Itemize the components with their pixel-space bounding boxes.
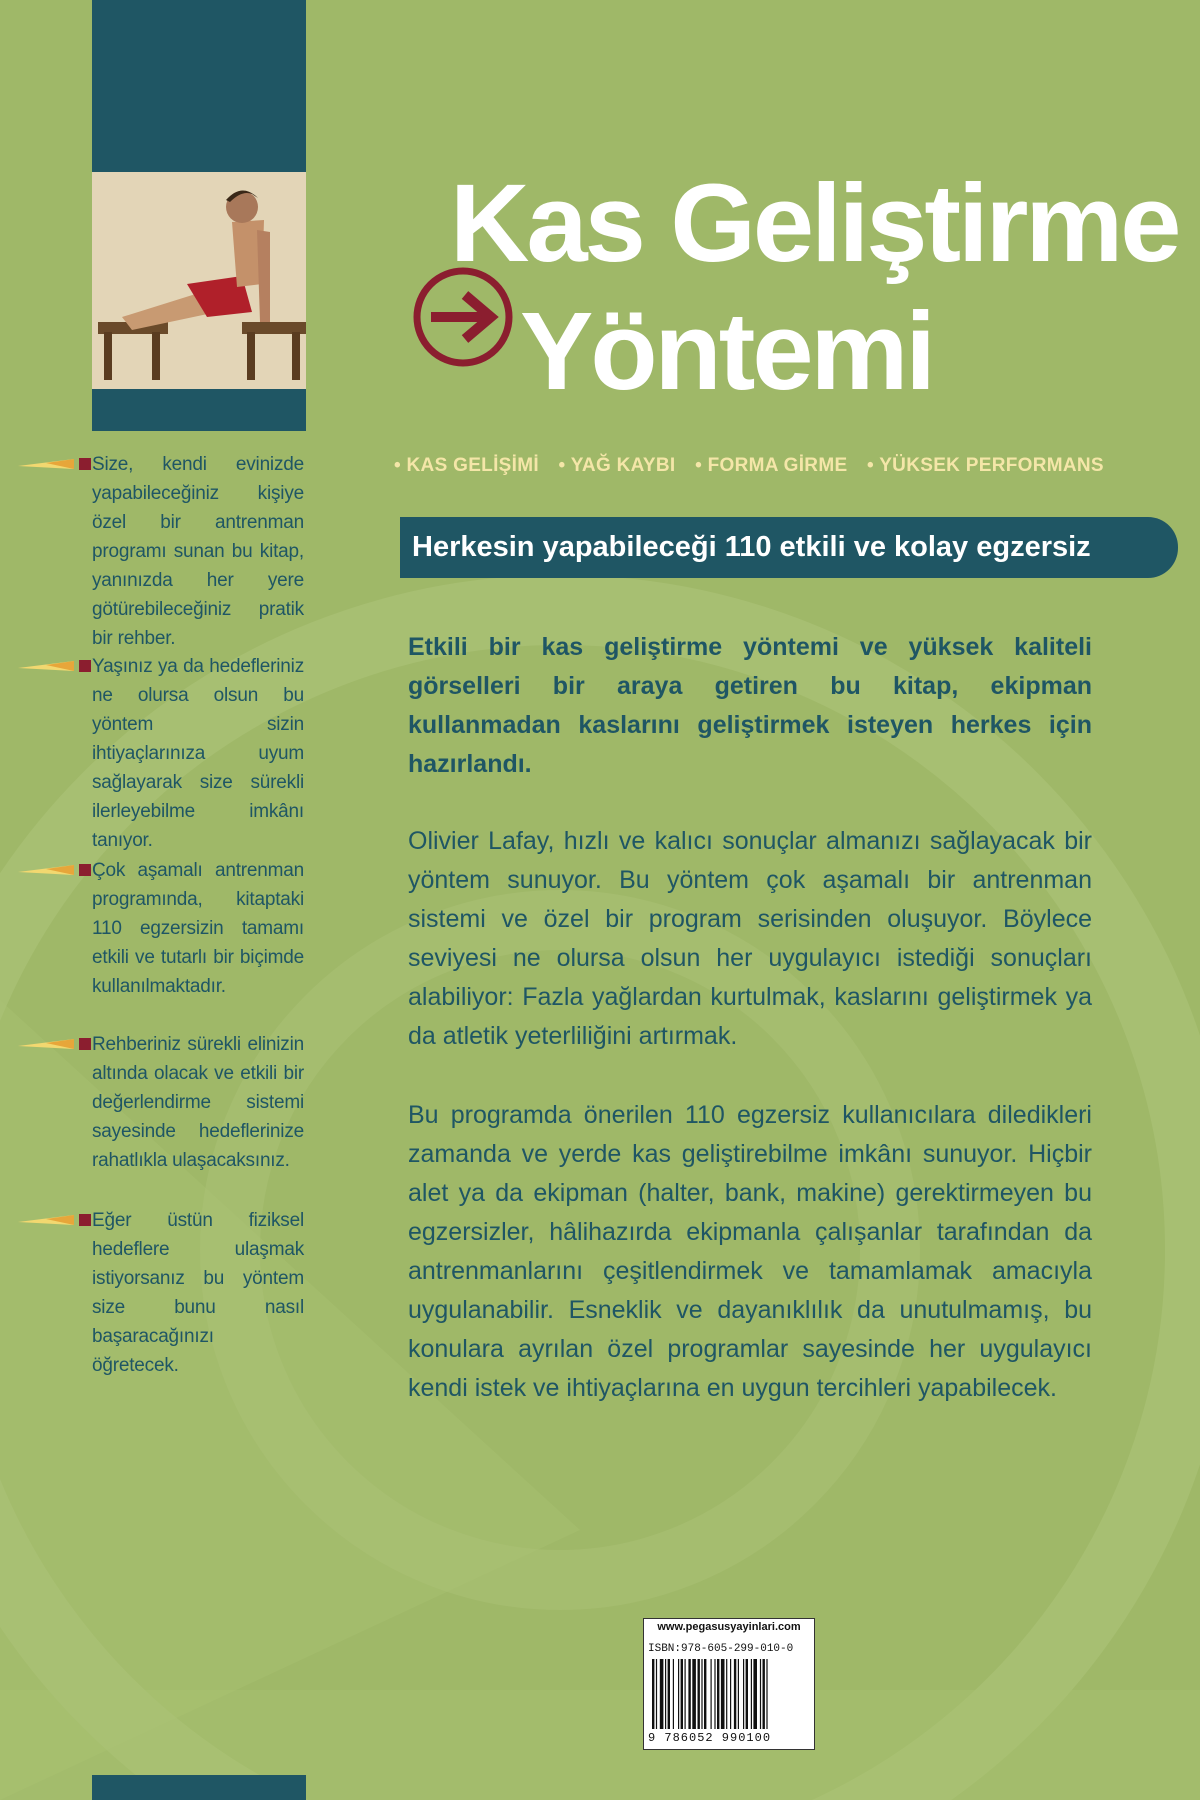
sidebar-bullet: Size, kendi evinizde yapabileceğiniz kişiye özel bir antrenman programı sunan bu kitap, yanınızda her yere götürebileceğiniz pratik bir rehber.	[92, 450, 304, 653]
sidebar-bullet: Çok aşamalı antrenman programında, kitaptaki 110 egzersizin tamamı etkili ve tutarlı bir biçimde kullanılmaktadır.	[92, 856, 304, 1001]
man-doing-bench-dips-photo	[92, 172, 306, 389]
title-line-2: Yöntemi	[520, 290, 933, 413]
bullet-marker-icon	[18, 1213, 92, 1227]
sidebar-bullet: Rehberiniz sürekli elinizin altında olacak ve etkili bir değerlendirme sistemi sayesinde hedeflerinize rahatlıkla ulaşacaksınız.	[92, 1030, 304, 1175]
isbn-text: ISBN:978-605-299-010-0	[648, 1643, 794, 1655]
publisher-url: www.pegasusyayinlari.com	[657, 1621, 801, 1633]
tag-high-performance: • YÜKSEK PERFORMANS	[867, 455, 1104, 476]
bullet-marker-icon	[18, 659, 92, 673]
isbn-barcode	[643, 1618, 815, 1750]
subtitle-banner: Herkesin yapabileceği 110 etkili ve kolay egzersiz	[400, 517, 1178, 578]
tag-getting-in-shape: • FORMA GİRME	[695, 455, 848, 476]
bullet-marker-icon	[18, 1037, 92, 1051]
barcode-number: 9 786052 990100	[648, 1731, 772, 1745]
topic-tags	[394, 455, 1154, 477]
tag-fat-loss: • YAĞ KAYBI	[558, 455, 676, 476]
sidebar-bullet: Eğer üstün fiziksel hedeflere ulaşmak istiyorsanız bu yöntem size bunu nasıl başaracağınızı öğretecek.	[92, 1206, 304, 1380]
title-line-1: Kas Geliştirme	[450, 162, 1179, 285]
intro-paragraph: Etkili bir kas geliştirme yöntemi ve yüksek kaliteli görselleri bir araya getiren bu kitap, ekipman kullanmadan kaslarını geliştirmek isteyen herkes için hazırlandı.	[408, 633, 1092, 778]
body-paragraph-2: Bu programda önerilen 110 egzersiz kullanıcılara diledikleri zamanda ve yerde kas geliştirebilme imkânı sunuyor. Hiçbir alet ya da ekipman (halter, bank, makine) gerektirmeyen bu egzersizler, hâlihazırda ekipmanla çalışanlar tarafından da antrenmanlarını çeşitlendirmek ve tamamlamak amacıyla uygulanabilir. Esneklik ve dayanıklılık da unutulmamış, bu konulara ayrılan özel programlar sayesinde her uygulayıcı kendi istek ve ihtiyaçlarına en uygun tercihleri yapabilecek.	[408, 1101, 1092, 1402]
barcode-bars	[652, 1659, 808, 1729]
bullet-marker-icon	[18, 863, 92, 877]
book-title	[450, 160, 1178, 416]
bullet-marker-icon	[18, 457, 92, 471]
sidebar-bullet: Yaşınız ya da hedefleriniz ne olursa olsun bu yöntem sizin ihtiyaçlarınıza uyum sağlayarak size sürekli ilerleyebilme imkânı tanıyor.	[92, 652, 304, 855]
sidebar-top-band	[92, 0, 306, 172]
sidebar-middle-band	[92, 389, 306, 431]
sidebar-bottom-band	[92, 1775, 306, 1800]
body-paragraph-1: Olivier Lafay, hızlı ve kalıcı sonuçlar almanızı sağlayacak bir yöntem sunuyor. Bu yöntem çok aşamalı bir antrenman sistemi ve özel bir program serisinden oluşuyor. Böylece seviyesi ne olursa olsun her uygulayıcı istediği sonuçları alabiliyor: Fazla yağlardan kurtulmak, kaslarını geliştirmek ya da atletik yeterliliğini artırmak.	[408, 827, 1092, 1050]
tag-muscle-growth: • KAS GELİŞİMİ	[394, 455, 539, 476]
